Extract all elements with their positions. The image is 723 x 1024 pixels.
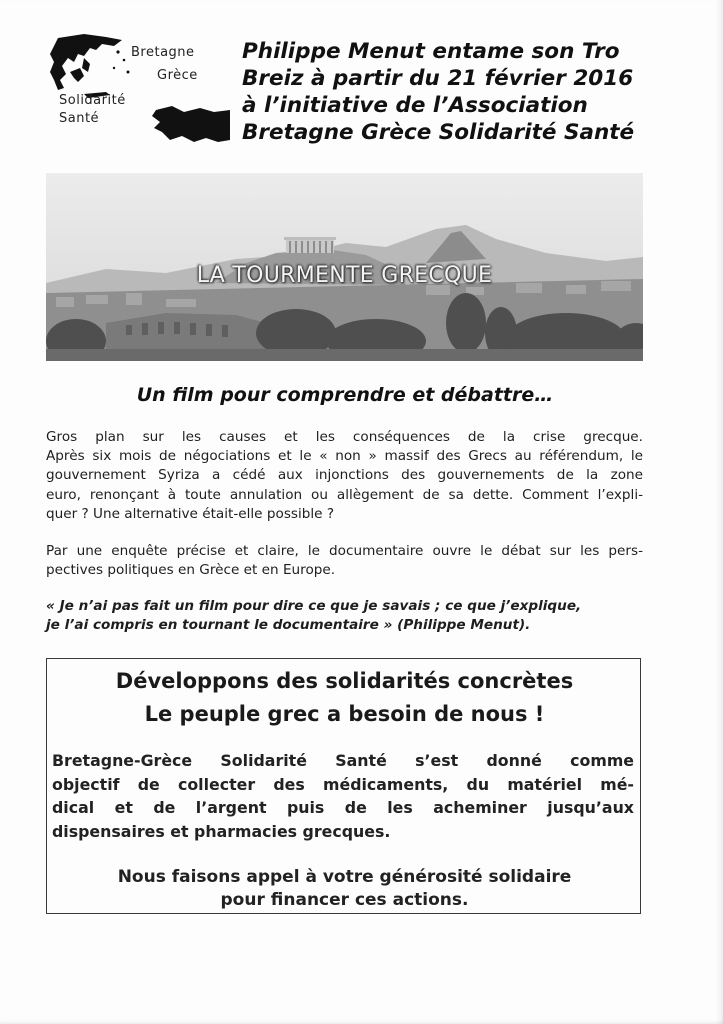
- paragraph-line: Par une enquête précise et claire, le documentaire ouvre le débat sur les pers-: [46, 543, 643, 559]
- quote-line: je l’ai compris en tournant le documentaire » (Philippe Menut).: [46, 617, 531, 633]
- paragraph-line: pectives politiques en Grèce et en Europe.: [46, 562, 336, 579]
- appeal-title-line: Développons des solidarités concrètes: [115, 669, 574, 693]
- logo-text-bretagne: Bretagne: [131, 45, 195, 60]
- solidarity-appeal-box: [46, 658, 641, 914]
- paragraph-line: euro, renonçant à toute annulation ou allègement de sa dette. Comment l’expli-: [46, 486, 643, 503]
- logo-text-solidarite: Solidarité: [59, 93, 126, 108]
- headline-line: Philippe Menut entame son Tro: [242, 39, 620, 64]
- paragraph-line: quer ? Une alternative était-elle possible ?: [46, 505, 335, 522]
- banner-title: LA TOURMENTE GRECQUE: [196, 263, 493, 288]
- appeal-body-line: objectif de collecter des médicaments, du matériel mé-: [52, 774, 634, 794]
- headline-line: Breiz à partir du 21 février 2016: [242, 66, 634, 91]
- appeal-body-line: Bretagne-Grèce Solidarité Santé s’est donné comme: [52, 751, 634, 770]
- headline-line: à l’initiative de l’Association: [242, 93, 588, 118]
- quote-line: « Je n’ai pas fait un film pour dire ce que je savais ; ce que j’explique,: [46, 598, 582, 614]
- donation-call-line: Nous faisons appel à votre générosité solidaire: [117, 867, 572, 887]
- paragraph-film-description: [46, 428, 643, 524]
- appeal-title-line: Le peuple grec a besoin de nous !: [144, 702, 545, 726]
- donation-call-line: pour financer ces actions.: [220, 890, 469, 910]
- donation-call: [47, 866, 642, 912]
- association-logo: [44, 28, 234, 158]
- paragraph-line: gouvernement Syriza a cédé aux injonctions des gouvernements de la zone: [46, 467, 643, 484]
- appeal-title: [47, 665, 642, 731]
- director-quote: [46, 597, 643, 635]
- appeal-body-line: dispensaires et pharmacies grecques.: [52, 821, 391, 841]
- appeal-body-line: dical et de l’argent puis de les acheminer jusqu’aux: [52, 798, 634, 817]
- appeal-body: [52, 749, 634, 843]
- logo-text-sante: Santé: [59, 111, 100, 126]
- logo-text-grece: Grèce: [157, 68, 198, 83]
- athens-acropolis-banner: [46, 173, 643, 361]
- paragraph-documentary: [46, 542, 643, 580]
- headline-line: Bretagne Grèce Solidarité Santé: [242, 120, 635, 145]
- paragraph-line: Gros plan sur les causes et les conséquences de la crise grecque.: [46, 429, 643, 445]
- headline: [242, 38, 642, 146]
- film-subtitle: Un film pour comprendre et débattre…: [136, 384, 554, 406]
- paragraph-line: Après six mois de négociations et le « non » massif des Grecs au référendum, le: [46, 448, 643, 465]
